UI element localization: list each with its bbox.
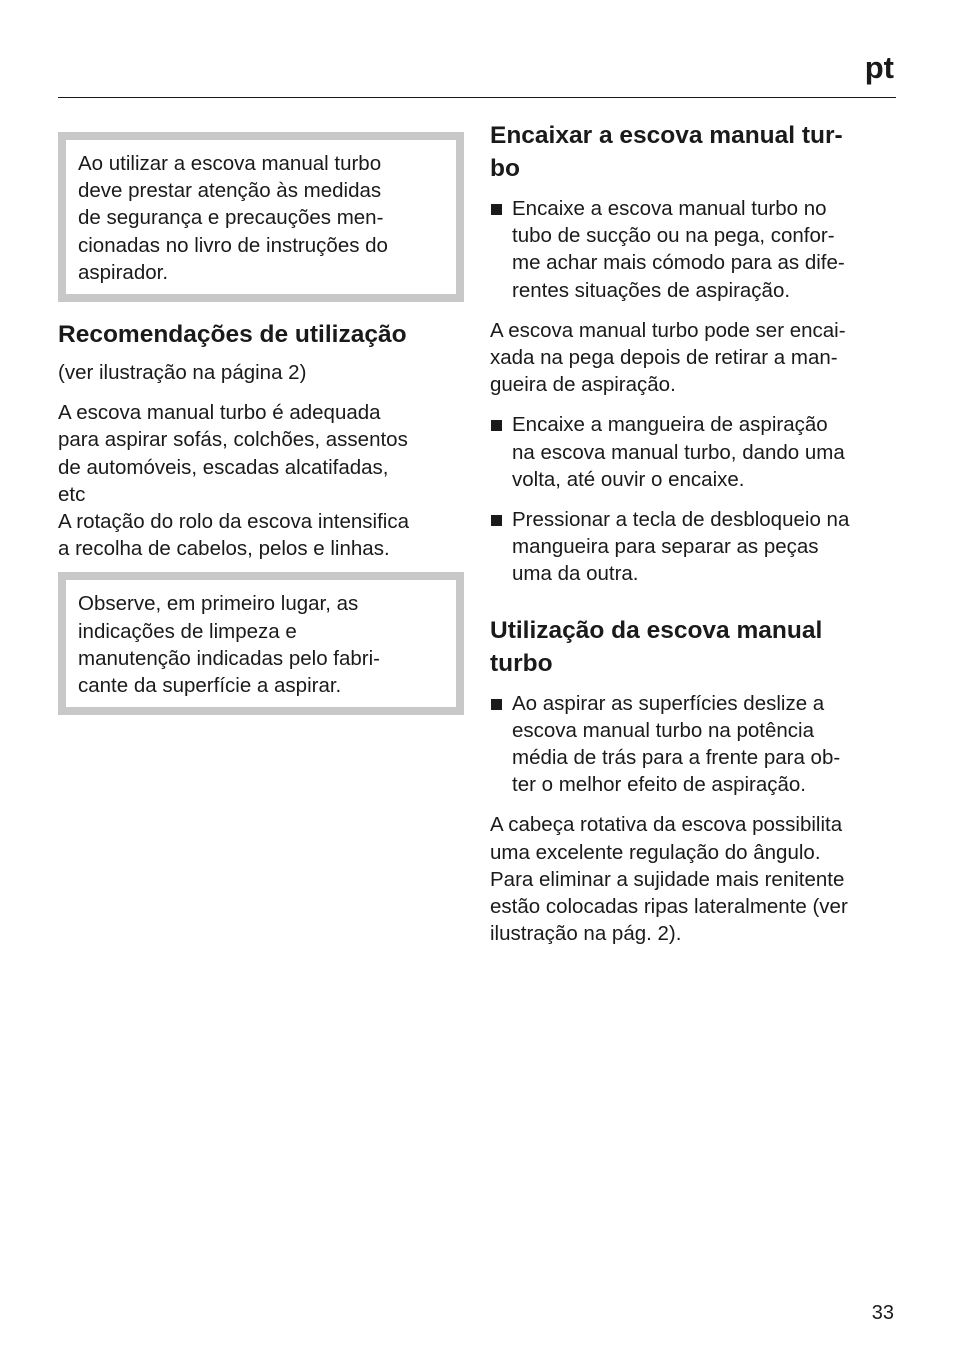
text-line: uma excelente regulação do ângulo. [490, 840, 821, 864]
text-line: a recolha de cabelos, pelos e linhas. [58, 537, 390, 561]
text-line: ter o melhor efeito de aspiração. [512, 773, 806, 797]
page-number: 33 [871, 1302, 894, 1324]
cleaning-note-box [58, 572, 464, 715]
bullet-square-icon [491, 420, 502, 431]
text-line: escova manual turbo na potência [512, 718, 815, 742]
heading-line: turbo [490, 649, 553, 677]
section-heading-attach [490, 119, 898, 185]
heading-line: Encaixar a escova manual tur- [490, 122, 843, 149]
text-line: média de trás para a frente para ob- [512, 746, 841, 770]
note-line: de segurança e precauções men- [78, 206, 384, 230]
text-line: Ao aspirar as superfícies deslize a [512, 691, 825, 715]
text-line: A rotação do rolo da escova intensifica [58, 510, 409, 534]
text-line: A escova manual turbo pode ser encai- [490, 318, 846, 342]
text-line: me achar mais cómodo para as dife- [512, 251, 845, 275]
text-line: A cabeça rotativa da escova possibilita [490, 813, 843, 837]
heading-line: bo [490, 155, 520, 182]
bullet-item [490, 690, 898, 799]
bullet-item [490, 411, 898, 493]
bullet-item [490, 506, 898, 588]
text-line: A escova manual turbo é adequada [58, 401, 381, 425]
header-rule [58, 97, 896, 98]
text-line: gueira de aspiração. [490, 373, 676, 397]
text-line: tubo de sucção ou na pega, confor- [512, 224, 835, 248]
text-line: Encaixe a mangueira de aspiração [512, 413, 828, 437]
text-line: uma da outra. [512, 562, 639, 586]
text-line: estão colocadas ripas lateralmente (ver [490, 895, 848, 919]
bullet-square-icon [491, 204, 502, 215]
note-line: cante da superfície a aspirar. [78, 674, 342, 698]
text-line: volta, até ouvir o encaixe. [512, 467, 745, 491]
rotation-paragraph [490, 811, 898, 947]
usage-paragraph [58, 399, 464, 562]
attach-paragraph [490, 317, 898, 399]
heading-line: Utilização da escova manual [490, 616, 823, 644]
note-line: deve prestar atenção às medidas [78, 179, 382, 203]
note-line: indicações de limpeza e [78, 619, 297, 643]
right-column [490, 110, 898, 947]
text-line: rentes situações de aspiração. [512, 278, 791, 302]
text-line: na escova manual turbo, dando uma [512, 440, 845, 464]
text-line: ilustração na pág. 2). [490, 922, 682, 946]
language-code: pt [864, 50, 894, 85]
illustration-reference [58, 359, 464, 386]
text-line: para aspirar sofás, colchões, assentos [58, 428, 408, 452]
note-line: cionadas no livro de instruções do [78, 233, 388, 257]
bullet-square-icon [491, 515, 502, 526]
bullet-square-icon [491, 699, 502, 710]
text-line: xada na pega depois de retirar a man- [490, 346, 838, 370]
text-line: Pressionar a tecla de desbloqueio na [512, 508, 850, 532]
text-line: Encaixe a escova manual turbo no [512, 197, 827, 220]
note-line: Observe, em primeiro lugar, as [78, 592, 359, 616]
section-heading-recommendations: Recomendações de utilização [58, 321, 407, 349]
note-line: Ao utilizar a escova manual turbo [78, 152, 382, 175]
section-heading-usage [490, 614, 898, 680]
text-line: de automóveis, escadas alcatifadas, [58, 455, 389, 479]
text-line: (ver ilustração na página 2) [58, 361, 307, 385]
text-line: etc [58, 482, 86, 506]
left-column [58, 110, 464, 715]
text-line: mangueira para separar as peças [512, 535, 819, 559]
safety-note-box [58, 132, 464, 302]
note-line: aspirador. [78, 260, 169, 284]
bullet-item [490, 195, 898, 304]
note-line: manutenção indicadas pelo fabri- [78, 646, 380, 670]
text-line: Para eliminar a sujidade mais renitente [490, 867, 845, 891]
